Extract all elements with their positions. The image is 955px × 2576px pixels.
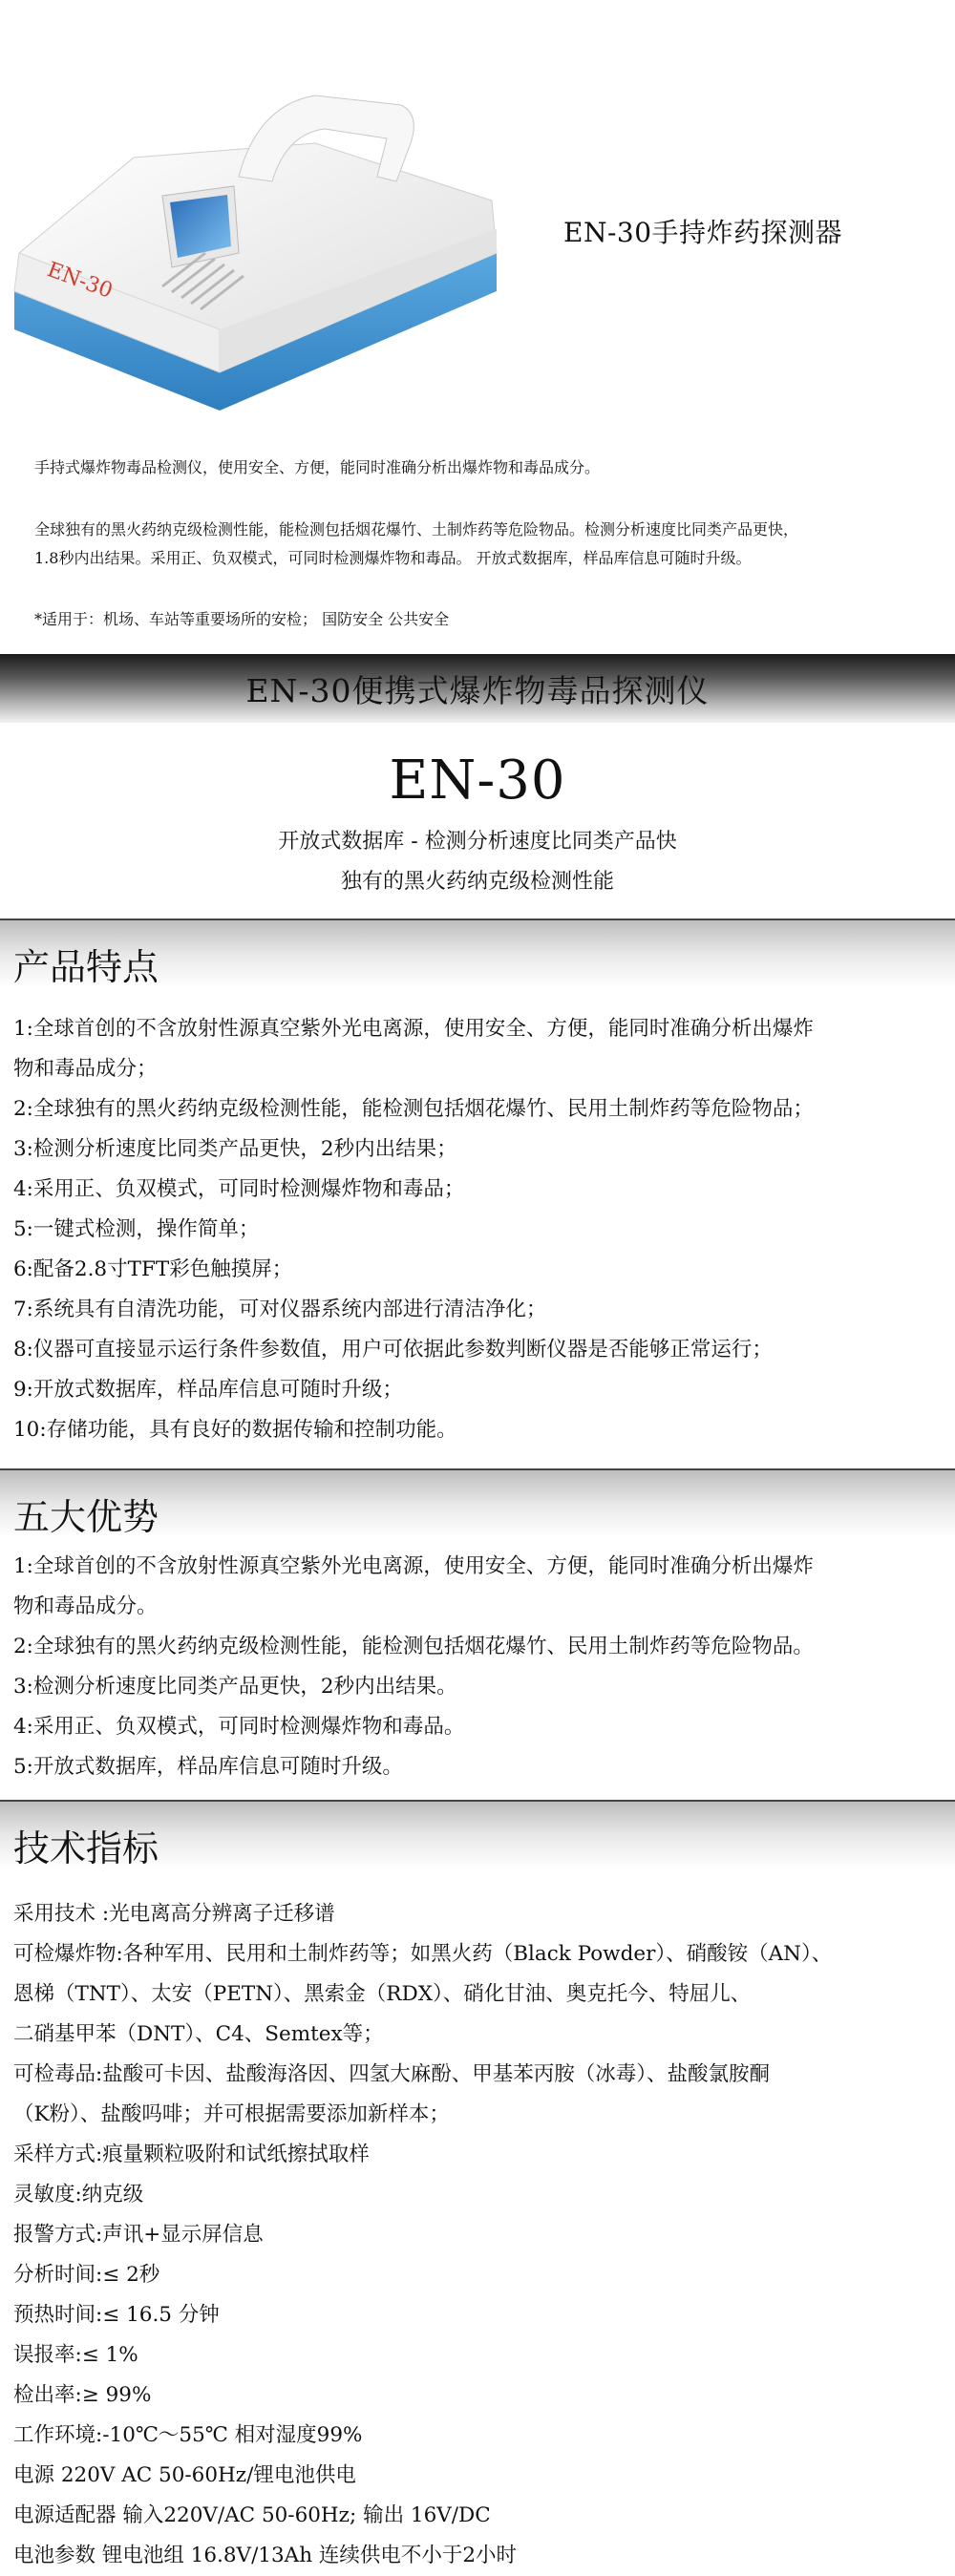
spec-row: 误报率:≤ 1%	[13, 2343, 138, 2367]
intro-paragraph-1: 手持式爆炸物毒品检测仪，使用安全、方便，能同时准确分析出爆炸物和毒品成分。	[34, 458, 601, 476]
spec-row: 电源 220V AC 50-60Hz/锂电池供电	[13, 2463, 356, 2487]
spec-row: 工作环境:-10℃～55℃ 相对湿度99%	[13, 2423, 363, 2447]
list-item: 5:一键式检测，操作简单；	[13, 1217, 260, 1241]
list-item: 10:存储功能，具有良好的数据传输和控制功能。	[13, 1418, 457, 1442]
features-section-header	[0, 918, 955, 1004]
advantages-heading: 五大优势	[13, 1496, 159, 1538]
spec-row: 检出率:≥ 99%	[13, 2383, 152, 2407]
spec-row: 分析时间:≤ 2秒	[13, 2263, 160, 2287]
specs-list	[13, 1894, 949, 2576]
list-item: 4:采用正、负双模式，可同时检测爆炸物和毒品。	[13, 1715, 465, 1739]
intro-paragraph-2b: 1.8秒内出结果。采用正、负双模式，可同时检测爆炸物和毒品。 开放式数据库，样品库信息可随时升级。	[34, 549, 752, 567]
spec-row: 灵敏度:纳克级	[13, 2183, 144, 2206]
banner-title: EN-30便携式爆炸物毒品探测仪	[245, 671, 710, 709]
list-item: 3:检测分析速度比同类产品更快，2秒内出结果。	[13, 1675, 457, 1699]
hero-section	[0, 0, 955, 649]
features-heading: 产品特点	[13, 946, 159, 988]
spec-row: 预热时间:≤ 16.5 分钟	[13, 2303, 220, 2327]
spec-row: 可检毒品:盐酸可卡因、盐酸海洛因、四氢大麻酚、甲基苯丙胺（冰毒）、盐酸氯胺酮	[13, 2062, 770, 2086]
spec-row: 可检爆炸物:各种军用、民用和土制炸药等；如黑火药（Black Powder）、硝酸铵（AN）、	[13, 1942, 833, 1966]
specs-section-header	[0, 1800, 955, 1886]
list-item: 9:开放式数据库，样品库信息可随时升级；	[13, 1378, 403, 1402]
spec-row: （K粉）、盐酸吗啡；并可根据需要添加新样本；	[13, 2102, 450, 2126]
list-item: 4:采用正、负双模式，可同时检测爆炸物和毒品；	[13, 1177, 465, 1201]
spec-row: 二硝基甲苯（DNT）、C4、Semtex等；	[13, 2022, 384, 2046]
spec-row: 电源适配器 输入220V/AC 50-60Hz; 输出 16V/DC	[13, 2503, 491, 2527]
device-brand-label: EN-30	[43, 258, 116, 304]
list-item: 8:仪器可直接显示运行条件参数值，用户可依据此参数判断仪器是否能够正常运行；	[13, 1338, 773, 1362]
list-item: 2:全球独有的黑火药纳克级检测性能，能检测包括烟花爆竹、民用土制炸药等危险物品；	[13, 1097, 814, 1121]
spec-row: 采用技术 :光电离高分辨离子迁移谱	[13, 1902, 335, 1926]
spec-row: 报警方式:声讯+显示屏信息	[13, 2223, 264, 2247]
list-item: 7:系统具有自清洗功能，可对仪器系统内部进行清洁净化；	[13, 1298, 547, 1321]
model-tagline-1: 开放式数据库 - 检测分析速度比同类产品快	[278, 830, 677, 854]
specs-heading: 技术指标	[13, 1827, 159, 1869]
intro-paragraph-2a: 全球独有的黑火药纳克级检测性能，能检测包括烟花爆竹、土制炸药等危险物品。检测分析速度比同类产品更快，	[34, 520, 799, 538]
list-item: 5:开放式数据库，样品库信息可随时升级。	[13, 1755, 403, 1779]
list-item: 物和毒品成分；	[13, 1057, 158, 1081]
list-item: 3:检测分析速度比同类产品更快，2秒内出结果；	[13, 1137, 457, 1161]
spec-row: 电池参数 锂电池组 16.8V/13Ah 连续供电不小于2小时	[13, 2544, 518, 2567]
product-banner	[0, 654, 955, 723]
features-list	[13, 1009, 949, 1450]
list-item: 1:全球首创的不含放射性源真空紫外光电离源，使用安全、方便，能同时准确分析出爆炸	[13, 1554, 814, 1578]
list-item: 2:全球独有的黑火药纳克级检测性能，能检测包括烟花爆竹、民用土制炸药等危险物品。	[13, 1635, 814, 1658]
spec-row: 采样方式:痕量颗粒吸附和试纸擦拭取样	[13, 2143, 370, 2166]
detector-device-image	[0, 86, 516, 439]
advantages-list	[13, 1547, 949, 1787]
model-tagline-2: 独有的黑火药纳克级检测性能	[340, 870, 614, 894]
intro-paragraph-3: *适用于：机场、车站等重要场所的安检； 国防安全 公共安全	[34, 610, 450, 628]
advantages-section-header	[0, 1468, 955, 1554]
spec-row: 恩梯（TNT）、太安（PETN）、黑索金（RDX）、硝化甘油、奥克托今、特屈儿、	[13, 1982, 752, 2006]
hero-title: EN-30手持炸药探测器	[563, 217, 843, 248]
list-item: 6:配备2.8寸TFT彩色触摸屏；	[13, 1257, 293, 1281]
model-name: EN-30	[389, 750, 566, 812]
list-item: 物和毒品成分。	[13, 1594, 158, 1618]
list-item: 1:全球首创的不含放射性源真空紫外光电离源，使用安全、方便，能同时准确分析出爆炸	[13, 1017, 814, 1041]
